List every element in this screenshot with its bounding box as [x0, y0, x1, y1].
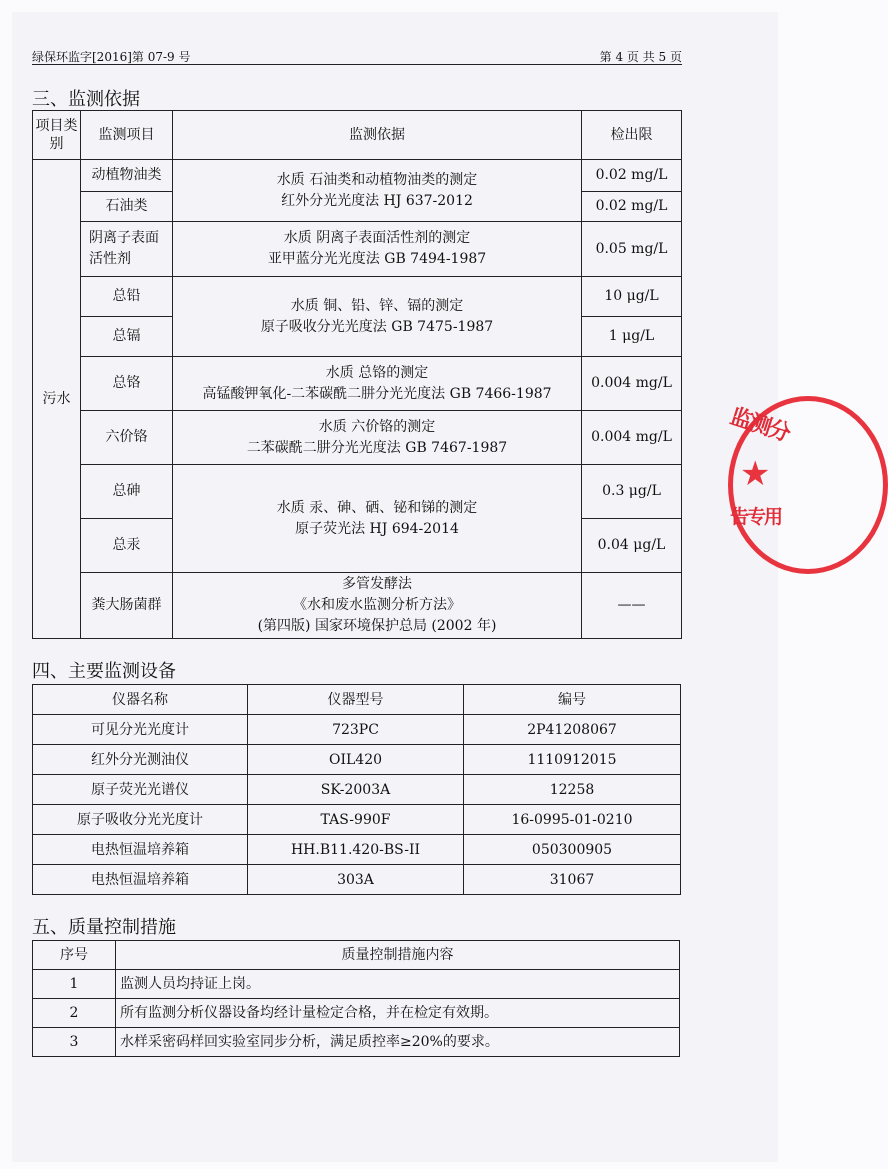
method-line: 原子吸收分光光度法 GB 7475-1987 — [260, 318, 494, 335]
equipment-serial: 31067 — [464, 865, 681, 895]
equipment-serial: 12258 — [464, 775, 681, 805]
method-line: 红外分光光度法 HJ 637-2012 — [281, 192, 473, 209]
method-cell — [173, 160, 582, 222]
table-header-row — [33, 111, 682, 160]
equipment-name: 原子吸收分光光度计 — [33, 805, 248, 835]
page-header — [32, 48, 682, 65]
table-row — [33, 970, 680, 999]
limit-cell: 0.3 μg/L — [582, 465, 682, 519]
table-row — [33, 277, 682, 317]
header-model: 仪器型号 — [248, 685, 464, 715]
limit-cell: 10 μg/L — [582, 277, 682, 317]
table-row — [33, 357, 682, 411]
category-cell: 污水 — [33, 160, 81, 639]
table-row — [33, 160, 682, 192]
seal-text-bottom: 告专用 — [730, 506, 782, 528]
method-line: (第四版) 国家环境保护总局 (2002 年) — [257, 618, 497, 634]
item-cell: 六价铬 — [81, 411, 173, 465]
item-cell: 总汞 — [81, 519, 173, 573]
item-cell: 总铬 — [81, 357, 173, 411]
section-title-quality-control: 五、质量控制措施 — [32, 917, 176, 938]
header-no: 序号 — [33, 941, 116, 970]
equipment-serial: 1110912015 — [464, 745, 681, 775]
equipment-name: 可见分光光度计 — [33, 715, 248, 745]
table-row — [33, 573, 682, 639]
method-cell — [173, 357, 582, 411]
official-seal — [720, 392, 792, 572]
table-row — [33, 999, 680, 1028]
method-line: 水质 阴离子表面活性剂的测定 — [283, 230, 471, 246]
header-item: 监测项目 — [81, 111, 173, 160]
method-cell — [173, 222, 582, 277]
equipment-model: SK-2003A — [248, 775, 464, 805]
limit-cell: 0.05 mg/L — [582, 222, 682, 277]
equipment-table — [32, 684, 681, 895]
row-number: 2 — [33, 999, 116, 1028]
header-basis: 监测依据 — [173, 111, 582, 160]
limit-cell: —— — [582, 573, 682, 639]
method-line: 水质 石油类和动植物油类的测定 — [276, 171, 478, 188]
method-line: 水质 汞、砷、硒、铋和锑的测定 — [276, 499, 478, 516]
item-cell: 总铅 — [81, 277, 173, 317]
table-header-row — [33, 685, 681, 715]
method-line: 高锰酸钾氧化-二苯碳酰二肼分光光度法 GB 7466-1987 — [202, 385, 552, 402]
method-line: 亚甲蓝分光光度法 GB 7494-1987 — [267, 251, 487, 267]
table-row — [33, 745, 681, 775]
equipment-name: 原子荧光光谱仪 — [33, 775, 248, 805]
method-line: 二苯碳酰二肼分光光度法 GB 7467-1987 — [246, 439, 508, 456]
document-number: 绿保环监字[2016]第 07-9 号 — [32, 50, 191, 64]
item-cell: 粪大肠菌群 — [81, 573, 173, 639]
section-title-equipment: 四、主要监测设备 — [32, 661, 176, 682]
equipment-serial: 050300905 — [464, 835, 681, 865]
seal-text-top: 监测分 — [726, 404, 792, 447]
star-icon: ★ — [740, 454, 771, 494]
equipment-model: 723PC — [248, 715, 464, 745]
table-header-row — [33, 941, 680, 970]
header-serial: 编号 — [464, 685, 681, 715]
page-number: 第 4 页 共 5 页 — [599, 50, 682, 64]
header-content: 质量控制措施内容 — [116, 941, 680, 970]
equipment-model: TAS-990F — [248, 805, 464, 835]
table-row — [33, 775, 681, 805]
limit-cell: 0.02 mg/L — [582, 160, 682, 192]
row-number: 1 — [33, 970, 116, 999]
limit-cell: 1 μg/L — [582, 317, 682, 357]
item-cell: 阴离子表面活性剂 — [81, 222, 173, 277]
quality-control-table — [32, 940, 680, 1057]
monitoring-basis-table — [32, 110, 682, 639]
item-cell: 动植物油类 — [81, 160, 173, 192]
item-cell: 总镉 — [81, 317, 173, 357]
section-title-basis: 三、监测依据 — [32, 89, 140, 110]
measure-content: 水样采密码样回实验室同步分析，满足质控率≥20%的要求。 — [116, 1028, 680, 1057]
equipment-name: 电热恒温培养箱 — [33, 865, 248, 895]
equipment-model: 303A — [248, 865, 464, 895]
method-line: 《水和废水监测分析方法》 — [293, 597, 461, 613]
measure-content: 所有监测分析仪器设备均经计量检定合格，并在检定有效期。 — [116, 999, 680, 1028]
method-cell — [173, 411, 582, 465]
limit-cell: 0.04 μg/L — [582, 519, 682, 573]
table-row — [33, 865, 681, 895]
table-row — [33, 222, 682, 277]
equipment-model: OIL420 — [248, 745, 464, 775]
method-line: 水质 总铬的测定 — [325, 364, 429, 381]
equipment-name: 红外分光测油仪 — [33, 745, 248, 775]
row-number: 3 — [33, 1028, 116, 1057]
table-row — [33, 1028, 680, 1057]
limit-cell: 0.02 mg/L — [582, 192, 682, 222]
method-line: 水质 六价铬的测定 — [318, 418, 436, 435]
equipment-model: HH.B11.420-BS-II — [248, 835, 464, 865]
table-row — [33, 411, 682, 465]
item-cell: 总砷 — [81, 465, 173, 519]
header-name: 仪器名称 — [33, 685, 248, 715]
method-line: 多管发酵法 — [342, 576, 412, 592]
method-line: 水质 铜、铅、锌、镉的测定 — [290, 297, 464, 314]
limit-cell: 0.004 mg/L — [582, 357, 682, 411]
limit-cell: 0.004 mg/L — [582, 411, 682, 465]
equipment-name: 电热恒温培养箱 — [33, 835, 248, 865]
measure-content: 监测人员均持证上岗。 — [116, 970, 680, 999]
table-row — [33, 835, 681, 865]
header-category: 项目类别 — [33, 111, 81, 160]
equipment-serial: 2P41208067 — [464, 715, 681, 745]
table-row — [33, 715, 681, 745]
method-cell — [173, 465, 582, 573]
header-limit: 检出限 — [582, 111, 682, 160]
equipment-serial: 16-0995-01-0210 — [464, 805, 681, 835]
table-row-split — [33, 465, 682, 492]
method-cell — [173, 573, 582, 639]
method-line: 原子荧光法 HJ 694-2014 — [295, 520, 459, 537]
method-cell — [173, 277, 582, 357]
table-row — [33, 805, 681, 835]
item-cell: 石油类 — [81, 192, 173, 222]
